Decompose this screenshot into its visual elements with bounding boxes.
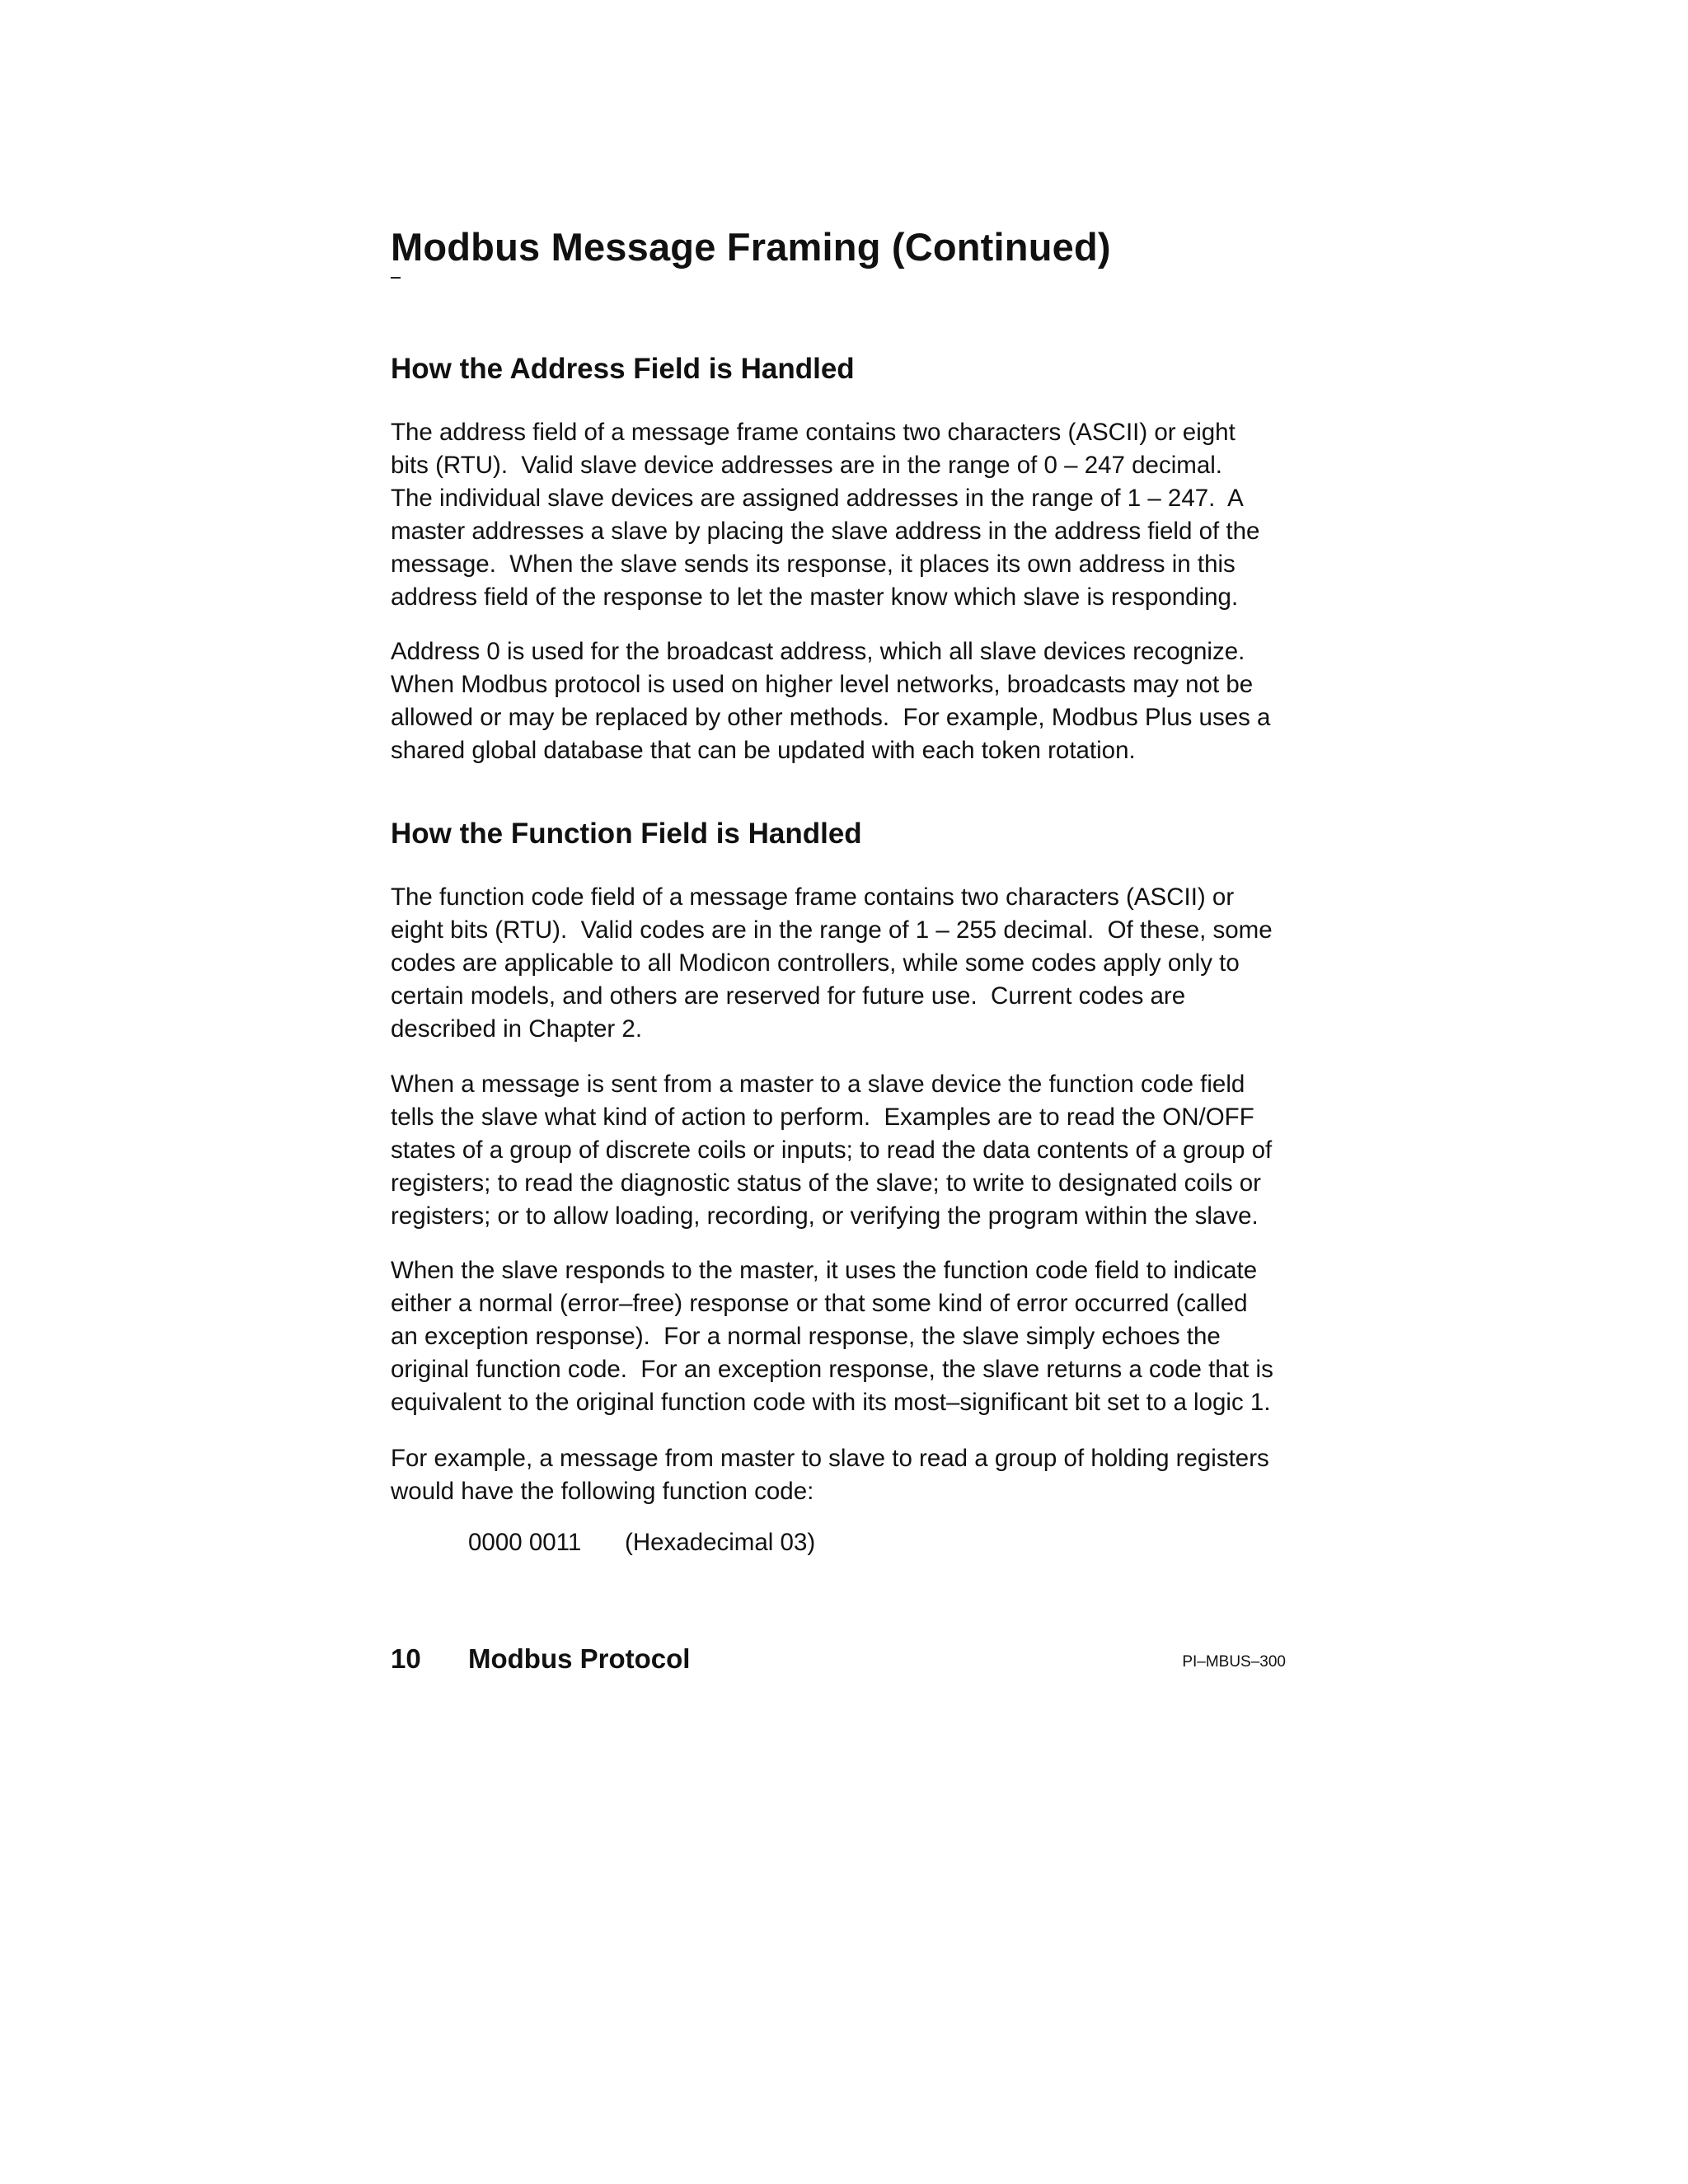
text-line: When Modbus protocol is used on higher level networks, broadcasts may not be [391,671,1254,698]
page-number: 10 [391,1643,421,1674]
footer-book-title: Modbus Protocol [468,1643,691,1674]
text-line: Address 0 is used for the broadcast address, which all slave devices recognize. [391,638,1245,665]
text-line: When a message is sent from a master to a slave device the function code field [391,1071,1245,1098]
function-code-example [468,1526,815,1559]
text-line: registers; or to allow loading, recording, or verifying the program within the slave. [391,1202,1259,1230]
text-line: either a normal (error–free) response or that some kind of error occurred (called [391,1290,1248,1317]
text-line: master addresses a slave by placing the slave address in the address field of the [391,518,1260,545]
text-line: equivalent to the original function code with its most–significant bit set to a logic 1. [391,1389,1271,1416]
text-line: shared global database that can be updated with each token rotation. [391,737,1136,764]
function-section-heading: How the Function Field is Handled [391,818,862,850]
address-paragraph-1 [391,416,1297,614]
function-paragraph-3 [391,1254,1297,1419]
text-line: eight bits (RTU). Valid codes are in the range of 1 – 255 decimal. Of these, some [391,916,1273,944]
text-line: The address field of a message frame contains two characters (ASCII) or eight [391,419,1236,446]
text-line: address field of the response to let the master know which slave is responding. [391,583,1239,611]
text-line: bits (RTU). Valid slave device addresses are in the range of 0 – 247 decimal. [391,452,1222,479]
text-line: message. When the slave sends its response, it places its own address in this [391,551,1236,578]
function-paragraph-1 [391,881,1297,1046]
title-underline-mark [391,277,401,279]
text-line: an exception response). For a normal response, the slave simply echoes the [391,1323,1221,1350]
text-line: certain models, and others are reserved for future use. Current codes are [391,982,1186,1010]
text-line: described in Chapter 2. [391,1015,643,1043]
text-line: registers; to read the diagnostic status of the slave; to write to designated coils or [391,1169,1262,1197]
text-line: The individual slave devices are assigned addresses in the range of 1 – 247. A [391,485,1244,512]
address-paragraph-2 [391,635,1297,767]
binary-code: 0000 0011 [468,1529,582,1556]
text-line: original function code. For an exception response, the slave returns a code that is [391,1356,1273,1383]
page-title: Modbus Message Framing (Continued) [391,225,1111,269]
function-paragraph-4 [391,1442,1297,1508]
text-line: states of a group of discrete coils or inputs; to read the data contents of a group of [391,1137,1273,1164]
text-line: tells the slave what kind of action to perform. Examples are to read the ON/OFF [391,1104,1254,1131]
function-paragraph-2 [391,1068,1297,1233]
hex-note: (Hexadecimal 03) [625,1529,816,1556]
text-line: When the slave responds to the master, it uses the function code field to indicate [391,1257,1258,1284]
text-line: codes are applicable to all Modicon controllers, while some codes apply only to [391,949,1240,977]
text-line: would have the following function code: [391,1478,814,1505]
footer-document-id: PI–MBUS–300 [1182,1653,1286,1671]
address-section-heading: How the Address Field is Handled [391,353,855,385]
text-line: The function code field of a message frame contains two characters (ASCII) or [391,883,1235,911]
text-line: allowed or may be replaced by other methods. For example, Modbus Plus uses a [391,704,1271,731]
text-line: For example, a message from master to slave to read a group of holding registers [391,1445,1269,1472]
